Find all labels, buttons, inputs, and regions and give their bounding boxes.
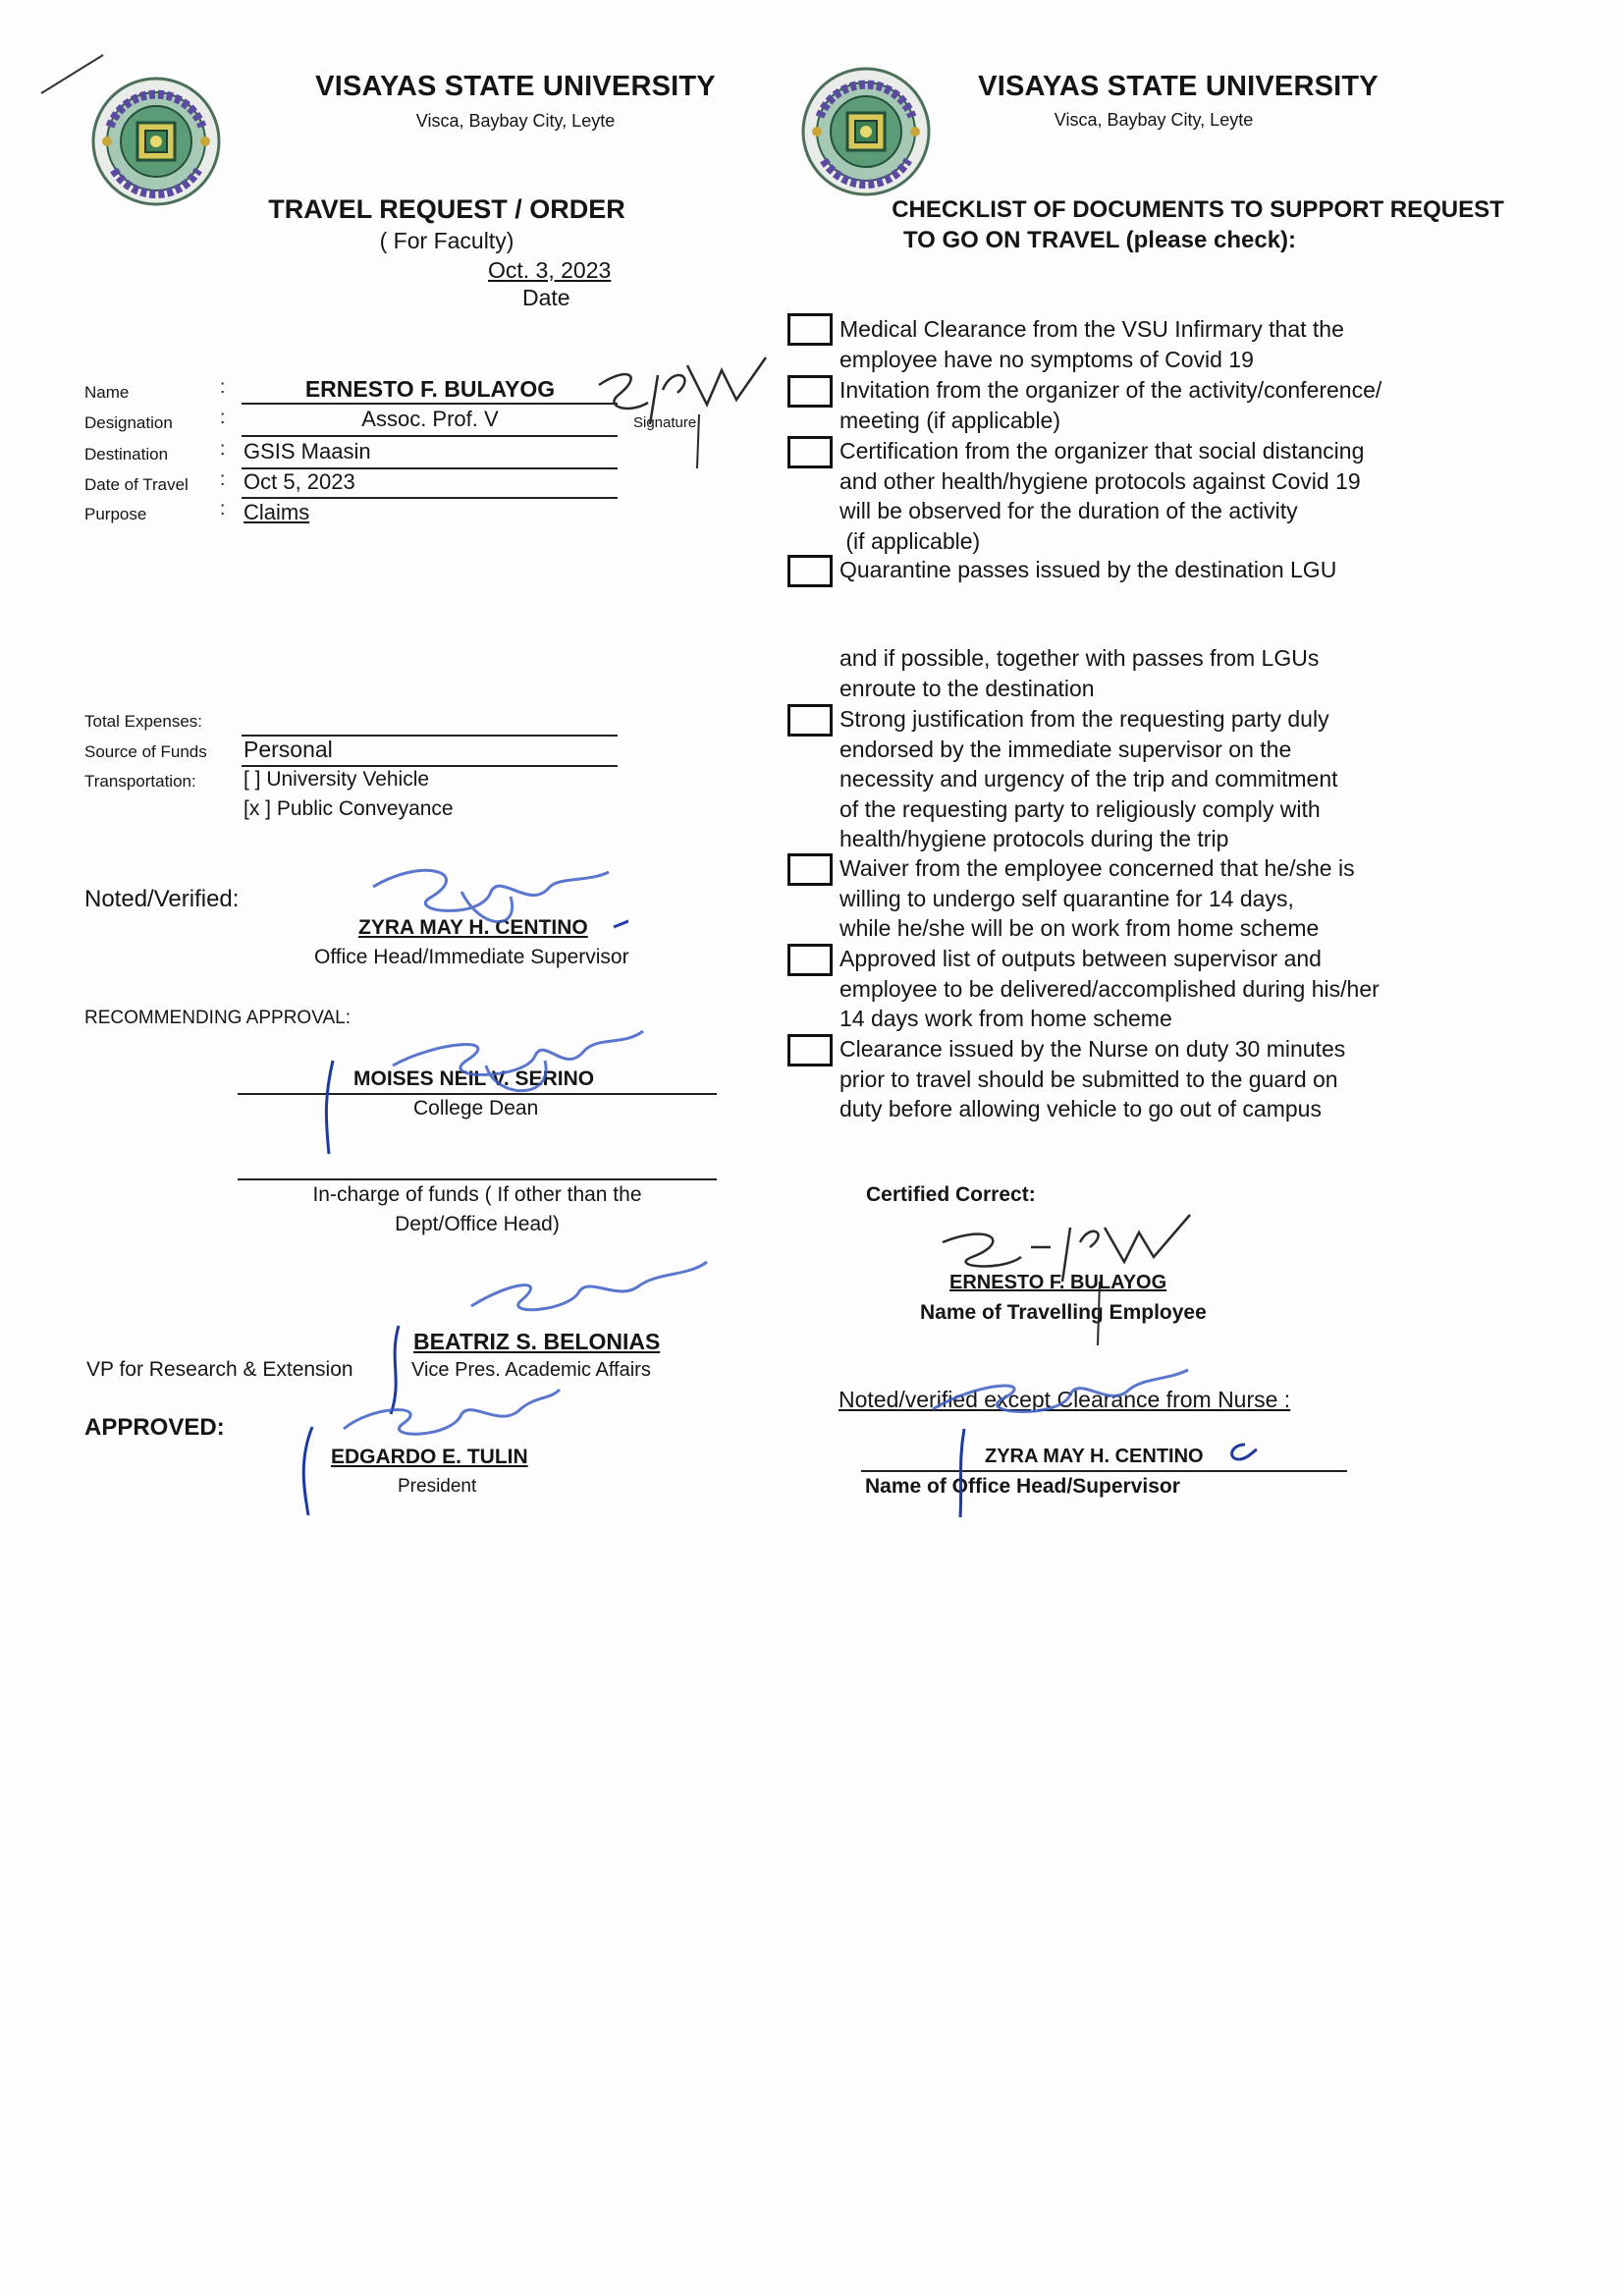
noted-name: ZYRA MAY H. CENTINO	[358, 916, 588, 939]
signature-mark-icon	[952, 1424, 972, 1522]
university-seal-icon	[800, 66, 932, 197]
checklist-checkbox-certification[interactable]	[787, 436, 833, 468]
checklist-checkbox-outputs[interactable]	[787, 944, 833, 976]
checklist-item-nurse-clearance: Clearance issued by the Nurse on duty 30 minutes prior to travel should be submitted to the guard on duty before allowing vehicle to go out of campus	[839, 1036, 1346, 1121]
destination-label: Destination	[84, 445, 169, 464]
name-colon: :	[220, 377, 226, 398]
checklist-checkbox-nurse-clearance[interactable]	[787, 1034, 833, 1066]
total-expenses-label: Total Expenses:	[84, 712, 203, 731]
signature-mark-icon	[385, 1321, 405, 1419]
form-subtitle: ( For Faculty)	[379, 228, 514, 253]
noted-role: Office Head/Immediate Supervisor	[314, 946, 629, 968]
university-seal-icon	[90, 76, 222, 207]
checklist-checkbox-medical[interactable]	[787, 313, 833, 346]
right-noted-name: ZYRA MAY H. CENTINO	[985, 1446, 1204, 1467]
noted-except-nurse-label: Noted/verified except Clearance from Nurse :	[839, 1387, 1291, 1412]
checklist-title-line2: TO GO ON TRAVEL (please check):	[902, 227, 1297, 253]
checklist-item-outputs: Approved list of outputs between supervisor and employee to be delivered/accomplished during his/her 14 days work from home scheme	[839, 946, 1380, 1031]
checklist-title-line1: CHECKLIST OF DOCUMENTS TO SUPPORT REQUEST	[892, 196, 1504, 223]
source-of-funds-label: Source of Funds	[84, 742, 207, 761]
recommending-approval-label: RECOMMENDING APPROVAL:	[84, 1008, 351, 1028]
destination-value: GSIS Maasin	[244, 439, 371, 464]
checklist-item-justification: Strong justification from the requesting party duly endorsed by the immediate supervisor on the necessity and urgency of the trip and commitment of the requesting party to religiously comply with health/hygiene protocols during the trip	[839, 706, 1338, 851]
recommending-role: College Dean	[413, 1097, 539, 1120]
noted-verified-label: Noted/Verified:	[84, 886, 240, 912]
signature-mark-icon	[295, 1422, 318, 1520]
checklist-checkbox-justification[interactable]	[787, 704, 833, 737]
right-university-address: Visca, Baybay City, Leyte	[1054, 110, 1254, 130]
recommending-name: MOISES NEIL V. SERINO	[353, 1067, 595, 1090]
funds-underline	[238, 1178, 717, 1180]
checklist-checkbox-invitation[interactable]	[787, 375, 833, 408]
checklist-item-medical: Medical Clearance from the VSU Infirmary that the employee have no symptoms of Covid 19	[839, 316, 1344, 372]
designation-colon: :	[220, 408, 226, 428]
funds-line1: In-charge of funds ( If other than the	[312, 1183, 642, 1206]
right-noted-role: Name of Office Head/Supervisor	[865, 1475, 1180, 1498]
source-of-funds-underline	[242, 765, 618, 767]
transport-university-vehicle: [ ] University Vehicle	[244, 768, 430, 791]
designation-label: Designation	[84, 413, 173, 432]
approved-label: APPROVED:	[84, 1414, 225, 1441]
checklist-item-quarantine-continued: and if possible, together with passes from LGUs enroute to the destination	[839, 645, 1320, 701]
certified-correct-label: Certified Correct:	[866, 1183, 1036, 1206]
vp-research-label: VP for Research & Extension	[86, 1358, 353, 1381]
date-label: Date	[522, 285, 570, 310]
checklist-item-quarantine: Quarantine passes issued by the destination LGU	[839, 557, 1337, 582]
vp-role: Vice Pres. Academic Affairs	[411, 1359, 651, 1381]
president-name: EDGARDO E. TULIN	[331, 1446, 528, 1468]
date-of-travel-colon: :	[220, 469, 226, 490]
date-of-travel-value: Oct 5, 2023	[244, 469, 355, 494]
source-of-funds-value: Personal	[244, 737, 333, 762]
signature-bulayog-icon	[589, 346, 776, 473]
purpose-label: Purpose	[84, 505, 147, 523]
form-title: TRAVEL REQUEST / ORDER	[268, 194, 625, 224]
checklist-item-certification: Certification from the organizer that social distancing and other health/hygiene protocols against Covid 19 will be observed for the duration of the activity (if applicable)	[839, 438, 1365, 554]
certified-name: ERNESTO F. BULAYOG	[949, 1272, 1167, 1293]
signature-label: Signature	[633, 414, 697, 431]
checklist-checkbox-waiver[interactable]	[787, 853, 833, 886]
funds-line2: Dept/Office Head)	[395, 1213, 560, 1235]
designation-underline	[242, 435, 618, 437]
purpose-colon: :	[220, 499, 226, 519]
name-underline	[242, 403, 618, 405]
checklist-item-waiver: Waiver from the employee concerned that he/she is willing to undergo self quarantine for 14 days, while he/she will be on work from home scheme	[839, 855, 1355, 941]
checklist-checkbox-quarantine[interactable]	[787, 555, 833, 587]
date-of-travel-label: Date of Travel	[84, 475, 189, 494]
destination-colon: :	[220, 439, 226, 460]
name-value: ERNESTO F. BULAYOG	[304, 376, 556, 402]
left-university-name: VISAYAS STATE UNIVERSITY	[315, 71, 716, 102]
left-university-address: Visca, Baybay City, Leyte	[415, 111, 616, 131]
date-of-travel-underline	[242, 497, 618, 499]
transport-public-conveyance: [x ] Public Conveyance	[244, 797, 454, 820]
signature-mark-icon	[1225, 1440, 1261, 1465]
vp-name: BEATRIZ S. BELONIAS	[413, 1329, 661, 1354]
purpose-value: Claims	[244, 500, 310, 524]
president-role: President	[398, 1476, 477, 1497]
right-university-name: VISAYAS STATE UNIVERSITY	[978, 71, 1379, 102]
transportation-label: Transportation:	[84, 772, 196, 791]
recommending-underline	[238, 1093, 717, 1095]
right-noted-underline	[861, 1470, 1347, 1472]
certified-role: Name of Travelling Employee	[920, 1301, 1207, 1324]
signature-mark-icon	[319, 1056, 339, 1164]
checklist-item-invitation: Invitation from the organizer of the activity/conference/ meeting (if applicable)	[839, 377, 1382, 433]
designation-value: Assoc. Prof. V	[361, 407, 499, 431]
date-value: Oct. 3, 2023	[488, 257, 612, 283]
name-label: Name	[84, 383, 130, 402]
